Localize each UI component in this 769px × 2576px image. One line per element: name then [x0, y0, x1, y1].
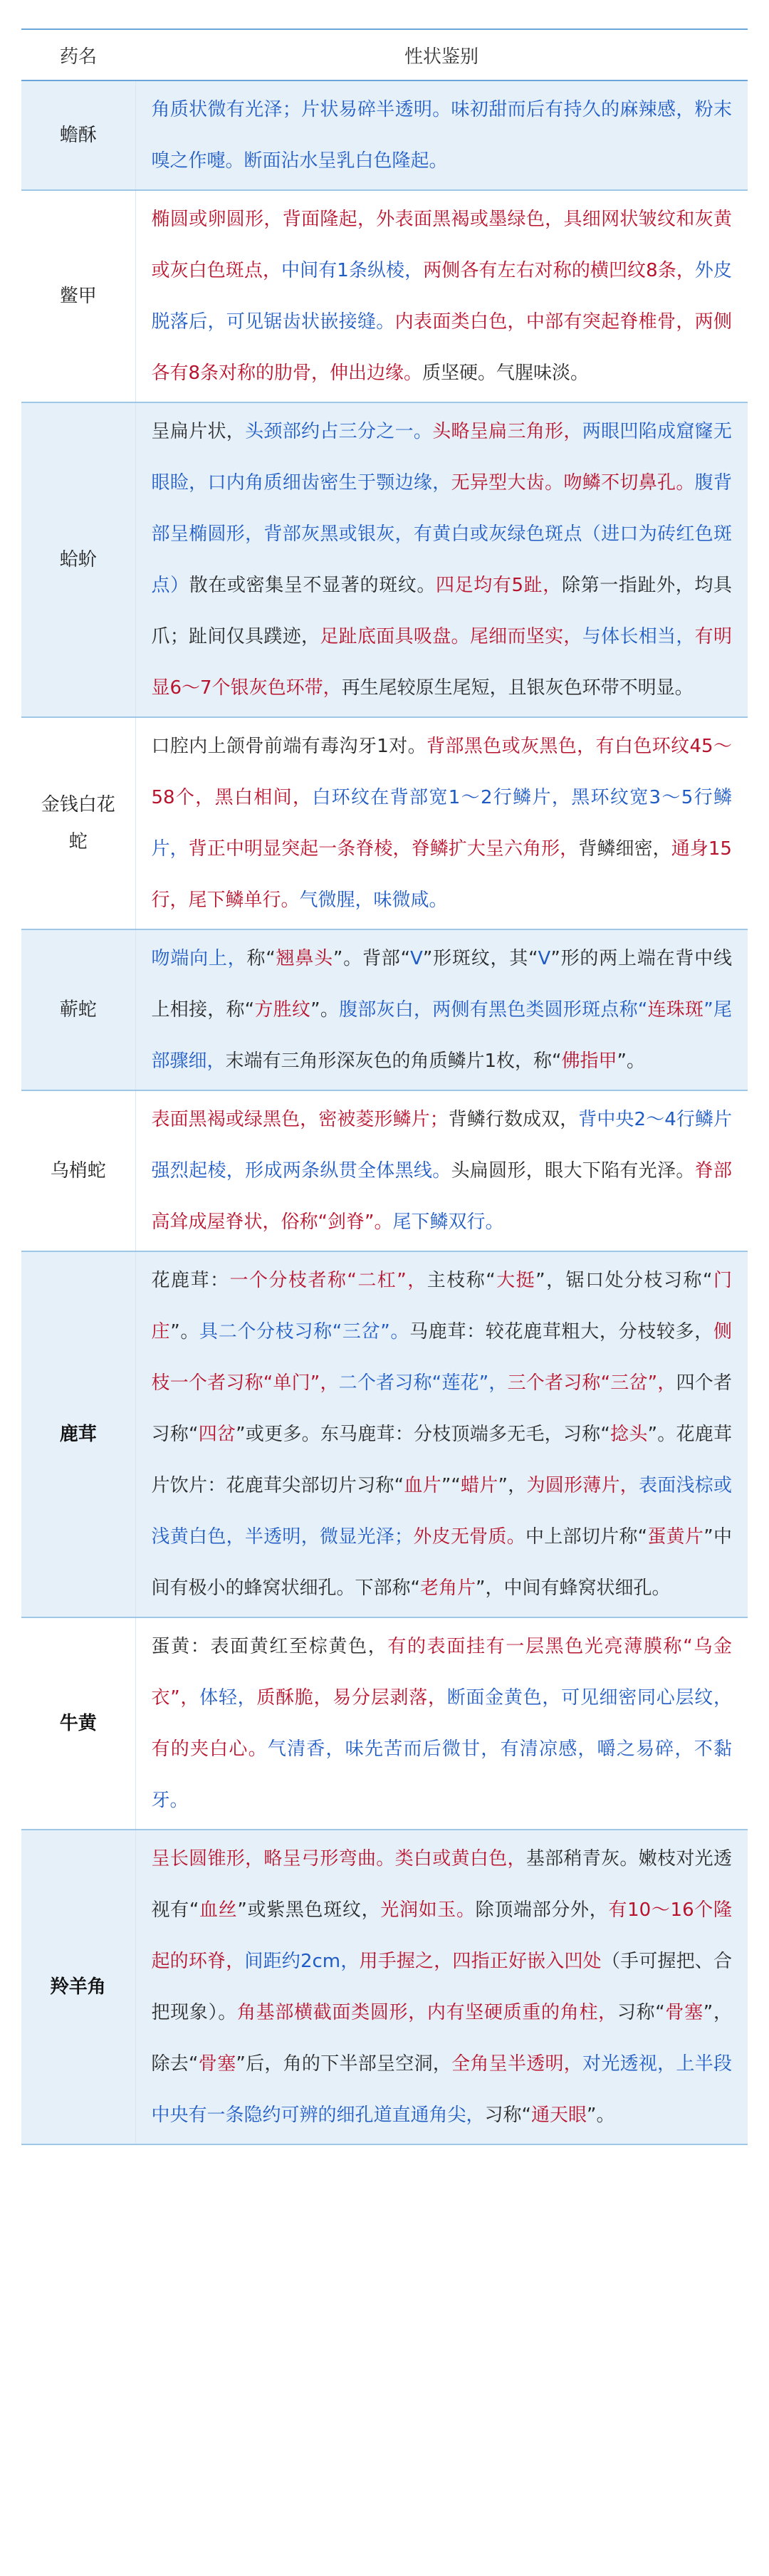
description-text-run: 有10～16个隆起的环脊，	[151, 1899, 732, 1972]
table-row	[21, 1251, 748, 1617]
description-text-run: 背部黑色或灰黑色，有白色环纹45～58个，黑白相间，	[151, 736, 732, 808]
description-text-run: 骨塞	[664, 2002, 703, 2023]
description-text-run: 通天眼	[531, 2105, 587, 2126]
table-row	[21, 1830, 748, 2144]
herb-description	[135, 1617, 748, 1830]
table-body	[21, 80, 748, 2144]
description-text-run: ”。花鹿茸片饮片：花鹿茸尖部切片习称“	[151, 1424, 732, 1496]
description-text-run: 外皮脱落后，可见锯齿状嵌接缝。	[151, 260, 732, 333]
herb-name: 牛黄	[21, 1617, 135, 1830]
description-text-run: （手可握把、合把现象）。	[151, 1951, 732, 2023]
description-text-run: 主枝称“	[427, 1270, 496, 1291]
description-text-run: 四足均有5趾，	[435, 575, 562, 596]
header-name: 药名	[21, 29, 135, 80]
description-text-run: 足趾底面具吸盘。尾细而坚实，	[320, 626, 582, 647]
description-text-run: 内表面类白色，中部有突起脊椎骨，两侧各有8条对称的肋骨，伸出边缘。	[151, 311, 732, 384]
herb-name: 蕲蛇	[21, 929, 135, 1090]
description-text-run: 质酥脆，易分层剥落，	[256, 1687, 447, 1709]
description-text-run: 大挺	[495, 1270, 536, 1291]
description-text-run: 称“	[246, 948, 276, 969]
description-text-run: ”或紫黑色斑纹，	[237, 1899, 381, 1921]
herb-description	[135, 80, 748, 190]
description-text-run: 散在或密集呈不显著的斑纹。	[189, 575, 436, 596]
description-text-run: 背鳞行数成双，	[448, 1109, 579, 1130]
table-row	[21, 929, 748, 1090]
table-header	[21, 29, 748, 80]
description-text-run: 蛋黄片	[647, 1526, 704, 1548]
herb-name: 鹿茸	[21, 1251, 135, 1617]
description-text-run: 背鳞细密，	[578, 838, 671, 860]
description-text-run: 三个者习称“三岔”，	[507, 1372, 676, 1394]
description-text-run: 蛋黄：表面黄红至棕黄色，	[151, 1636, 388, 1657]
description-text-run: 角质状微有光泽；片状易碎半透明。味初甜而后有持久的麻辣感，粉末嗅之作嚏。断面沾水呈乳白色隆起。	[151, 99, 732, 172]
description-text-run: 头略呈扁三角形，	[432, 421, 582, 442]
table-row	[21, 402, 748, 717]
description-text-run: 有明显6～7个银灰色环带，	[151, 626, 732, 699]
description-text-run: ”形的两上端在背中线上相接，称“	[151, 948, 732, 1021]
table-row	[21, 1617, 748, 1830]
herb-name: 羚羊角	[21, 1830, 135, 2144]
description-text-run: 老角片	[419, 1578, 476, 1599]
description-text-run: 血片	[404, 1475, 441, 1496]
description-text-run: 佛指甲	[561, 1050, 617, 1072]
description-text-run: ”尾部骤细，	[151, 999, 732, 1072]
herb-description	[135, 1830, 748, 2144]
description-text-run: ”形斑纹，其“	[422, 948, 538, 969]
description-text-run: 侧枝一个者习称“单门”，	[151, 1321, 732, 1394]
description-text-run: 无异型大齿。吻鳞不切鼻孔。	[451, 472, 695, 494]
herb-description	[135, 1090, 748, 1251]
description-text-run: 表面浅棕或浅黄白色，半透明，微显光泽；	[151, 1475, 732, 1548]
description-text-run: 背中央2～4行鳞片强烈起棱，形成两条纵贯全体黑线。	[151, 1109, 732, 1182]
description-text-run: 二个者习称“莲花”，	[338, 1372, 508, 1394]
description-text-run: 捻头	[610, 1424, 648, 1445]
description-text-run: 背正中明显突起一条脊棱，脊鳞扩大呈六角形，	[188, 838, 579, 860]
description-text-run: 末端有三角形深灰色的角质鳞片1枚，称“	[225, 1050, 562, 1072]
herb-description	[135, 717, 748, 929]
description-text-run: ”，	[498, 1475, 527, 1496]
table-row	[21, 1090, 748, 1251]
table-row	[21, 717, 748, 929]
herb-description	[135, 190, 748, 402]
description-text-run: 白环纹在背部宽1～2行鳞片，黑环纹宽3～5行鳞片，	[151, 787, 733, 860]
description-text-run: 门庄	[151, 1270, 732, 1342]
table-row	[21, 80, 748, 190]
description-text-run: 方胜纹	[254, 999, 311, 1021]
description-text-run: 连珠斑	[647, 999, 704, 1021]
description-text-run: V	[410, 948, 423, 969]
herb-identification-table	[21, 28, 748, 2145]
description-text-run: 表面黑褐或绿黑色，密被菱形鳞片；	[151, 1109, 449, 1130]
header-description: 性状鉴别	[135, 29, 748, 80]
description-text-run: 中间有1条纵棱，	[281, 260, 424, 281]
description-text-run: ”。	[310, 999, 340, 1021]
description-text-run: 骨塞	[198, 2053, 236, 2075]
description-text-run: ”。	[587, 2105, 615, 2126]
description-text-run: 通身15行，尾下鳞单行。	[151, 838, 732, 911]
description-text-run: 对光透视，上半段中央有一条隐约可辨的细孔道直通角尖，	[151, 2053, 732, 2126]
herb-name: 蛤蚧	[21, 402, 135, 717]
description-text-run: 呈长圆锥形，略呈弓形弯曲。类白或黄白色，	[151, 1848, 526, 1870]
description-text-run: ”后，角的下半部呈空洞，	[236, 2053, 452, 2075]
description-text-run: ”。	[170, 1321, 200, 1342]
description-text-run: 基部稍青灰。嫩枝对光透视有“	[151, 1848, 732, 1921]
description-text-run: 全角呈半透明，	[451, 2053, 583, 2075]
description-text-run: 与体长相当，	[582, 626, 695, 647]
description-text-run: 用手握之，四指正好嵌入凹处	[359, 1951, 602, 1972]
description-text-run: 吻端向上，	[151, 948, 247, 969]
description-text-run: 四个者习称“	[151, 1372, 732, 1445]
description-text-run: 有的夹白心。	[151, 1738, 268, 1760]
description-text-run: 习称“	[617, 2002, 665, 2023]
description-text-run: 体轻，	[199, 1687, 257, 1709]
description-text-run: 习称“	[484, 2105, 531, 2126]
herb-name: 金钱白花蛇	[21, 717, 135, 929]
description-text-run: ”中间有极小的蜂窝状细孔。下部称“	[151, 1526, 732, 1599]
description-text-run: 呈扁片状，	[151, 421, 246, 442]
description-text-run: 气清香，味先苦而后微甘，有清凉感，嚼之易碎，不黏牙。	[151, 1738, 732, 1811]
description-text-run: 两眼凹陷成窟窿无眼睑，口内角质细齿密生于颚边缘，	[151, 421, 732, 494]
herb-description	[135, 929, 748, 1090]
herb-name: 乌梢蛇	[21, 1090, 135, 1251]
description-text-run: ”，除去“	[151, 2002, 732, 2075]
description-text-run: 头颈部约占三分之一。	[245, 421, 433, 442]
herb-description	[135, 1251, 748, 1617]
description-text-run: ”“	[441, 1475, 461, 1496]
description-text-run: 两侧各有左右对称的横凹纹8条，	[423, 260, 695, 281]
herb-name: 鳖甲	[21, 190, 135, 402]
description-text-run: ”。背部“	[333, 948, 411, 969]
description-text-run: ”，锯口处分枝习称“	[535, 1270, 713, 1291]
description-text-run: 质坚硬。气腥味淡。	[422, 363, 590, 384]
description-text-run: 再生尾较原生尾短，且银灰色环带不明显。	[341, 677, 694, 699]
description-text-run: 有的表面挂有一层黑色光亮薄膜称“乌金衣”，	[151, 1636, 732, 1709]
description-text-run: 外皮无骨质。	[413, 1526, 525, 1548]
description-text-run: 间距约2cm，	[244, 1951, 360, 1972]
description-text-run: 断面金黄色，可见细密同心层纹，	[446, 1687, 732, 1709]
description-text-run: 角基部横截面类圆形，内有坚硬质重的角柱，	[236, 2002, 617, 2023]
description-text-run: 头扁圆形，眼大下陷有光泽。	[451, 1160, 695, 1182]
description-text-run: 光润如玉。	[380, 1899, 476, 1921]
description-text-run: 血丝	[199, 1899, 238, 1921]
description-text-run: 腹背部呈椭圆形，背部灰黑或银灰，有黄白或灰绿色斑点（进口为砖红色斑点）	[151, 472, 732, 596]
description-text-run: 除顶端部分外，	[475, 1899, 609, 1921]
description-text-run: 口腔内上颌骨前端有毒沟牙1对。	[151, 736, 427, 757]
description-text-run: 马鹿茸：较花鹿茸粗大，分枝较多，	[409, 1321, 713, 1342]
herb-name: 蟾酥	[21, 80, 135, 190]
description-text-run: 尾下鳞双行。	[392, 1211, 504, 1233]
description-text-run: 腹部灰白，两侧有黑色类圆形斑点称“	[339, 999, 648, 1021]
description-text-run: 蜡片	[460, 1475, 498, 1496]
description-text-run: 气微腥，味微咸。	[299, 890, 448, 911]
description-text-run: 具二个分枝习称“三岔”。	[199, 1321, 410, 1342]
description-text-run: ”，中间有蜂窝状细孔。	[476, 1578, 671, 1599]
description-text-run: 为圆形薄片，	[526, 1475, 639, 1496]
description-text-run: ”。	[617, 1050, 646, 1072]
description-text-run: 花鹿茸：	[151, 1270, 230, 1291]
description-text-run: 除第一指趾外，均具爪；趾间仅具蹼迹，	[151, 575, 732, 647]
description-text-run: 一个分枝者称“二杠”，	[229, 1270, 427, 1291]
description-text-run: 脊部高耸成屋脊状，俗称“剑脊”。	[151, 1160, 732, 1233]
table-row	[21, 190, 748, 402]
description-text-run: V	[538, 948, 551, 969]
description-text-run: 翘鼻头	[275, 948, 333, 969]
description-text-run: 椭圆或卵圆形，背面隆起，外表面黑褐或墨绿色，具细网状皱纹和灰黄或灰白色斑点，	[151, 209, 732, 281]
header-row	[21, 29, 748, 80]
description-text-run: ”或更多。东马鹿茸：分枝顶端多无毛，习称“	[236, 1424, 610, 1445]
description-text-run: 四岔	[198, 1424, 236, 1445]
description-text-run: 中上部切片称“	[525, 1526, 648, 1548]
herb-description	[135, 402, 748, 717]
